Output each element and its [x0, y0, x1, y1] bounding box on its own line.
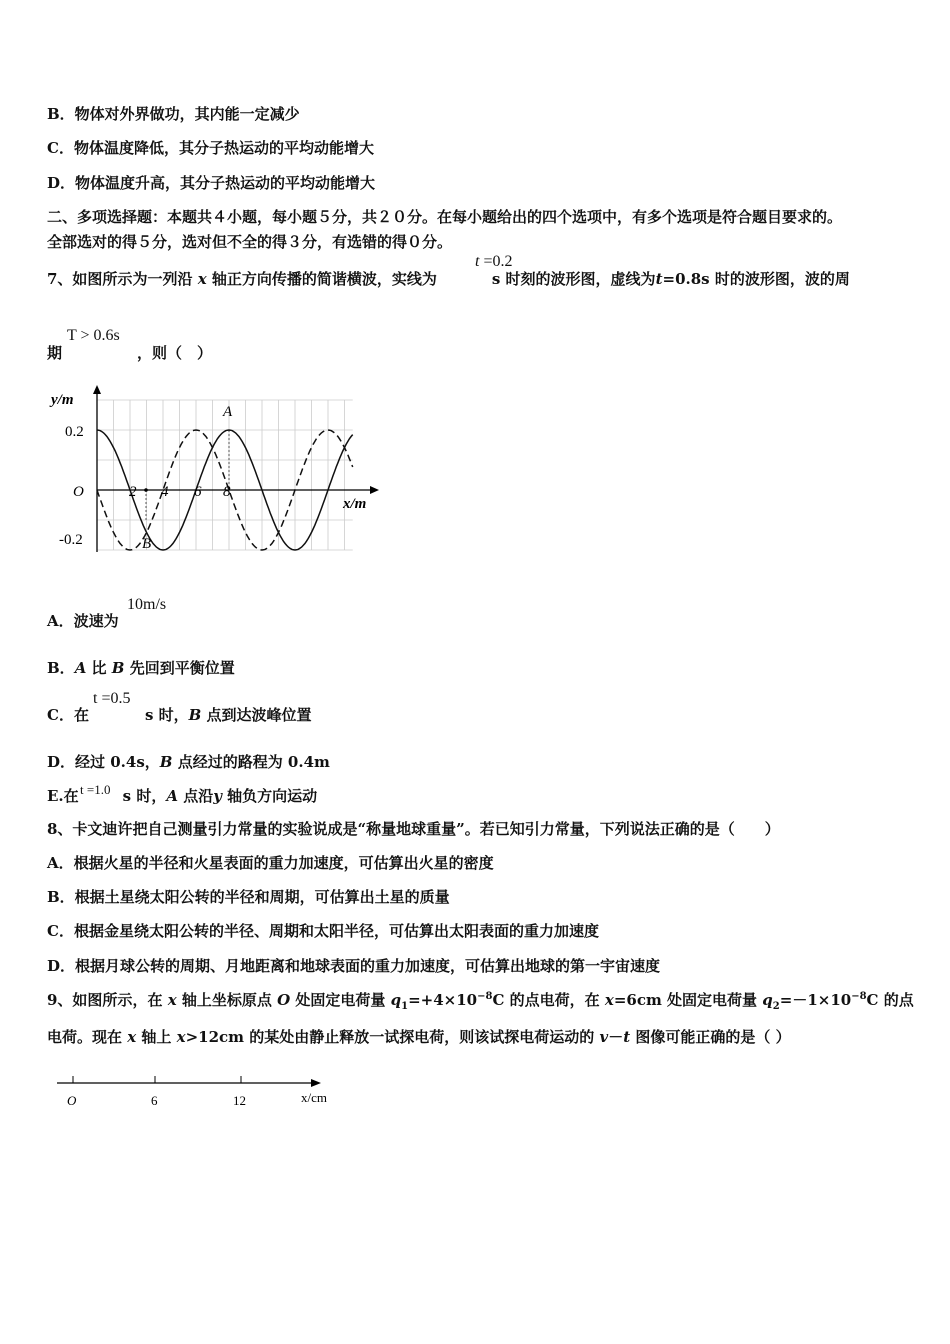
point-b-label: B	[142, 536, 152, 552]
q7-period-expression: T > 0.6s	[67, 327, 120, 344]
q6-option-b: B．物体对外界做功，其内能一定减少	[47, 105, 300, 123]
q9-label-6: 6	[151, 1093, 158, 1108]
y-tick-bottom: -0.2	[59, 532, 83, 548]
origin-label: O	[73, 484, 84, 500]
q8-option-a: A．根据火星的半径和火星表面的重力加速度，可估算出火星的密度	[47, 854, 494, 872]
q9-axis-arrow	[311, 1079, 321, 1087]
q7-option-b: B．A 比 B 先回到平衡位置	[47, 659, 235, 677]
x-axis-label: x/m	[343, 496, 367, 512]
x-tick-2: 2	[129, 484, 137, 500]
q7-wave-graph	[45, 382, 385, 557]
x-tick-8: 8	[223, 484, 231, 500]
x-tick-4: 4	[161, 484, 169, 500]
y-axis-label: y/m	[51, 392, 74, 408]
q8-option-d: D．根据月球公转的周期、月地距离和地球表面的重力加速度，可估算出地球的第一宇宙速度	[47, 957, 661, 975]
q9-stem-line2: 电荷。现在 x 轴上 x>12cm 的某处由静止释放一试探电荷，则该试探电荷运动的 v－t 图像可能正确的是（ ）	[47, 1028, 791, 1046]
x-tick-6: 6	[194, 484, 202, 500]
q7-option-c-time: t =0.5	[93, 690, 131, 707]
y-tick-top: 0.2	[65, 424, 84, 440]
q8-option-b: B．根据土星绕太阳公转的半径和周期，可估算出土星的质量	[47, 888, 450, 906]
q6-option-c: C．物体温度降低，其分子热运动的平均动能增大	[47, 139, 374, 157]
q7-option-c: C．在 s 时，B 点到达波峰位置	[47, 706, 312, 724]
q9-x-axis-figure	[55, 1070, 345, 1115]
q8-stem: 8、卡文迪许把自己测量引力常量的实验说成是“称量地球重量”。若已知引力常量，下列说法正确的是（ ）	[47, 820, 780, 838]
q7-option-a: A．波速为	[47, 612, 119, 630]
q7-option-a-value: 10m/s	[127, 596, 167, 613]
q9-label-12: 12	[233, 1093, 246, 1108]
q9-axis-unit-label: x/cm	[301, 1090, 327, 1105]
q8-option-c: C．根据金星绕太阳公转的半径、周期和太阳半径，可估算出太阳表面的重力加速度	[47, 922, 599, 940]
q7-stem-line1: 7、如图所示为一列沿 x 轴正方向传播的简谐横波，实线为 s 时刻的波形图，虚线为t=0.8s 时的波形图，波的周	[47, 270, 850, 288]
q7-option-e-time: t =1.0	[80, 782, 111, 797]
section-2-heading-line1: 二、多项选择题：本题共４小题，每小题５分，共２０分。在每小题给出的四个选项中，有多个选项是符合题目要求的。	[47, 208, 843, 226]
q9-stem-line1: 9、如图所示，在 x 轴上坐标原点 O 处固定电荷量 $q_1=+4\times 10^{-8}C$ 的点电荷，在 x=6cm 处固定电荷量 $q_2=-1\times 10^{-8}C$ 的点	[47, 991, 914, 1012]
q9-origin-label: O	[67, 1093, 77, 1108]
q7-time-expression: t =0.2	[475, 253, 513, 270]
x-axis-arrow	[370, 486, 379, 494]
q7-option-d: D．经过 0.4s，B 点经过的路程为 0.4m	[47, 753, 330, 771]
q6-option-d: D．物体温度升高，其分子热运动的平均动能增大	[47, 174, 376, 192]
y-axis-arrow	[93, 385, 101, 394]
section-2-heading-line2: 全部选对的得５分，选对但不全的得３分，有选错的得０分。	[47, 233, 453, 251]
q7-stem-line2: 期 ，则（ ）	[47, 344, 213, 362]
q7-option-e: E.在 s 时，A 点沿y 轴负方向运动	[47, 787, 318, 805]
point-a-label: A	[223, 404, 233, 420]
point-b-marker	[144, 488, 148, 492]
